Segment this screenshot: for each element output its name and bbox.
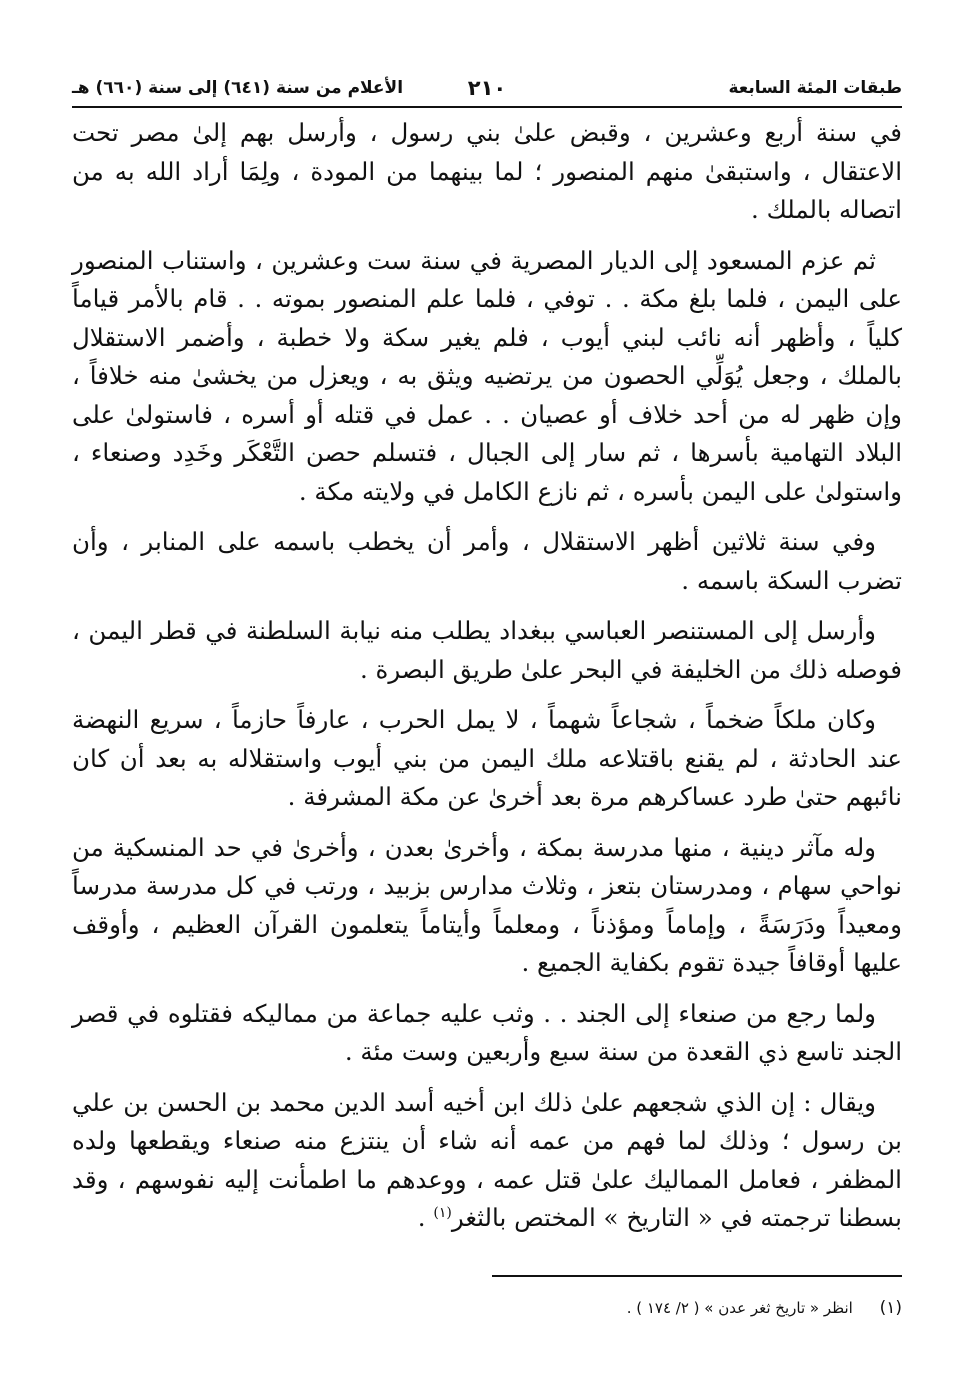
paragraph-1: في سنة أربع وعشرين ، وقبض علىٰ بني رسول ، وأرسل بهم إلىٰ مصر تحت الاعتقال ، واستبقىٰ منهم المنصور ؛ لما بينهما من المودة ، ولِمَا أراد الله به من اتصاله بالملك . [72,118,902,224]
footnote [72,1298,902,1318]
main-text [72,114,902,1238]
paragraph-4: وأرسل إلى المستنصر العباسي ببغداد يطلب منه نيابة السلطنة في قطر اليمن ، فوصله ذلك من الخليفة في البحر علىٰ طريق البصرة . [72,616,902,684]
footnote-text: انظر « تاريخ ثغر عدن » ( ٢/ ١٧٤ ) . [626,1299,853,1317]
page-number: ٢١٠ [467,76,507,100]
paragraph-8-end: . [417,1203,434,1232]
paragraph-6: وله مآثر دينية ، منها مدرسة بمكة ، وأخرىٰ بعدن ، وأخرىٰ في حد المنسكية من نواحي سهام ، ومدرستان بتعز ، وثلاث مدارس بزبيد ، ورتب في كل مدرسة مدرساً ومعيداً ودَرَسَةً ، وإماماً ومؤذناً ، ومعلماً وأيتاماً يتعلمون القرآن العظيم ، وأوقف عليها أوقافاً جيدة تقوم بكفاية الجميع . [72,832,902,977]
footnote-rule [492,1275,902,1277]
paragraph-7: ولما رجع من صنعاء إلى الجند . . وثب عليه جماعة من مماليكه فقتلوه في قصر الجند تاسع ذي القعدة من سنة سبع وأربعين وست مئة . [72,998,902,1066]
book-page [72,72,902,1318]
paragraph-2: ثم عزم المسعود إلى الديار المصرية في سنة ست وعشرين ، واستناب المنصور على اليمن ، فلما بلغ مكة . . توفي ، فلما علم المنصور بموته . . قام بالأمر قياماً كلياً ، وأظهر أنه نائب لبني أيوب ، فلم يغير سكة ولا خطبة ، وأضمر الاستقلال بالملك ، وجعل يُوَلِّي الحصون من يرتضيه ويثق به ، ويعزل من يخشىٰ منه خلافاً ، وإن ظهر له من أحد خلاف أو عصيان . . عمل في قتله أو أسره ، فاستولىٰ على البلاد التهامية بأسرها ، ثم سار إلى الجبال ، فتسلم حصن التَّعْكَر وخَدِد وصنعاء ، واستولىٰ على اليمن بأسره ، ثم نازع الكامل في ولايته مكة . [72,245,902,506]
footnote-number: (١) [879,1298,902,1318]
running-header [72,72,902,102]
footnote-reference[interactable]: (١) [433,1204,452,1221]
paragraph-8 [72,1084,902,1238]
paragraph-8-text: ويقال : إن الذي شجعهم علىٰ ذلك ابن أخيه أسد الدين محمد بن الحسن بن علي بن رسول ؛ وذلك لما فهم من عمه أنه شاء أن ينتزع منه صنعاء ويقطعها ولده المظفر ، فعامل المماليك علىٰ قتل عمه ، ووعدهم ما اطمأنت إليه نفوسهم ، وقد بسطنا ترجمته في « التاريخ » المختص بالثغر [72,1087,902,1232]
section-title: طبقات المئة السابعة [728,78,902,98]
header-rule [72,106,902,108]
paragraph-5: وكان ملكاً ضخماً ، شجاعاً شهماً ، لا يمل الحرب ، عارفاً حازماً ، سريع النهضة عند الحادثة ، لم يقنع باقتلاعه ملك اليمن من بني أيوب واستقلاله به بعد أن كان نائبهم حتىٰ طرد عساكرهم مرة بعد أخرىٰ عن مكة المشرفة . [72,705,902,811]
volume-range: الأعلام من سنة (٦٤١) إلى سنة (٦٦٠) هـ [72,78,404,98]
paragraph-3: وفي سنة ثلاثين أظهر الاستقلال ، وأمر أن يخطب باسمه على المنابر ، وأن تضرب السكة باسمه . [72,527,902,595]
